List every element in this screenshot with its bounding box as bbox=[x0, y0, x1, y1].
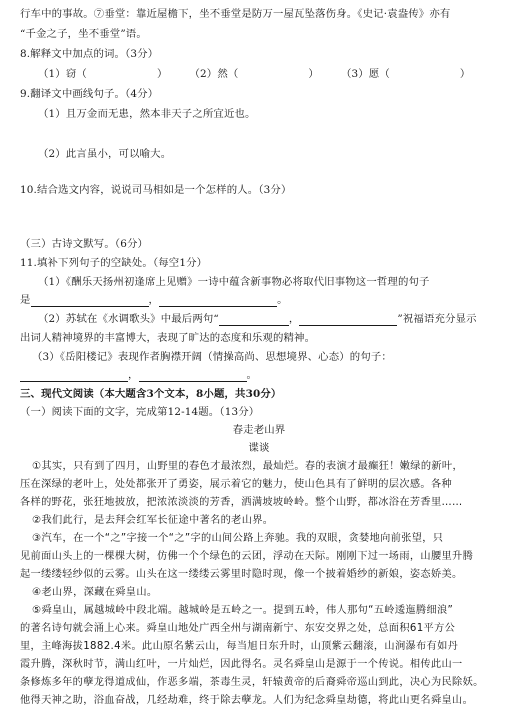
question-8-title: 8.解释文中加点的词。（3分） bbox=[20, 48, 159, 60]
article-line: 见前面山头上的一棵棵大树，仿佛一个个绿色的云团，浮动在天际。刚刚下过一场雨，山腰里升腾 bbox=[20, 551, 474, 562]
question-9-title: 9.翻译文中画线句子。（4分） bbox=[20, 88, 159, 100]
answer-blank[interactable] bbox=[219, 314, 289, 326]
article-author: 谍谈 bbox=[248, 442, 270, 454]
question-9-sentence-2: （2）此言虽小，可以喻大。 bbox=[38, 148, 172, 160]
question-11-line-2a: （2）苏轼在《水调歌头》中最后两句“ ， ”祝福语充分显示 bbox=[38, 313, 477, 325]
article-title: 春走老山界 bbox=[232, 424, 286, 436]
question-9-sentence-1: （1）且万金而无患，然本非天子之所宜近也。 bbox=[38, 108, 256, 120]
article-line: 的著名诗句就会涌上心来。舜皇山地处广西全州与湖南新宁、东安交界之处，总面积61平方公 bbox=[20, 623, 456, 634]
question-11-line-3a: （3）《岳阳楼记》表现作者胸襟开阔（情操高尚、思想境界、心态）的句子： bbox=[32, 351, 392, 363]
article-line: 条修炼多年的孽龙得道成仙，作恶多端，茶毒生灵，轩辕黄帝的后裔舜帝巡山到此，决心为民除妖。 bbox=[20, 677, 484, 688]
text-line: 行车中的事故。⑦垂堂：靠近屋檐下，坐不垂堂是防万一屋瓦坠落伤身。《史记·袁盎传》亦有 bbox=[20, 8, 451, 20]
article-line: 压在深绿的老叶上，处处都张开了勇姿，展示着它的魅力，使山色具有了鲜明的层次感。各种 bbox=[20, 479, 453, 490]
part-3-subheading: （一）阅读下面的文字，完成第12-14题。（13分） bbox=[20, 406, 260, 418]
answer-blank[interactable] bbox=[299, 314, 397, 326]
article-line: 他得天神之助，浴血奋战，几经劫难，终于除去孽龙。人们为纪念舜皇劫德，将此山更名舜皇山。 bbox=[20, 695, 474, 706]
text-line: “千金之子，坐不垂堂”语。 bbox=[20, 28, 147, 40]
article-line: 起一缕缕轻纱似的云雾。山头在这一缕缕云雾里时隐时现，像一个披着婚纱的新娘，姿态娇美。 bbox=[20, 569, 463, 580]
part-3-heading: 三、现代文阅读（本大题含3个文本，8小题，共30分） bbox=[20, 388, 282, 400]
article-line: ⑤舜皇山，属越城岭中段北端。越城岭是五岭之一。提到五岭，伟人那句“五岭逶迤腾细浪” bbox=[32, 605, 454, 616]
answer-blank[interactable] bbox=[159, 295, 277, 307]
article-line: 里，主峰海拔1882.4米。此山原名紫云山，每当旭日东升时，山顶紫云翻滚，山涧瀑布有如丹 bbox=[20, 641, 459, 652]
question-10: 10.结合选文内容，说说司马相如是一个怎样的人。（3分） bbox=[20, 184, 292, 196]
question-8-items: （1）窃（ ） （2）然（ ） （3）愿（ ） bbox=[38, 68, 471, 80]
question-11-line-3b: ， 。 bbox=[20, 368, 257, 382]
article-line: ②我们此行，是去拜会红军长征途中著名的老山界。 bbox=[32, 515, 274, 526]
answer-blank[interactable] bbox=[20, 370, 128, 382]
answer-blank[interactable] bbox=[139, 370, 247, 382]
article-line: ③汽车，在一个“之”字接一个“之”字的山间公路上奔驰。我的双眼，贪婪地向前张望，只 bbox=[32, 533, 444, 544]
section-3-heading: （三）古诗文默写。（6分） bbox=[20, 238, 149, 250]
article-line: ④老山界，深藏在舜皇山。 bbox=[32, 587, 158, 598]
answer-blank[interactable] bbox=[31, 295, 149, 307]
article-line: ①其实，只有到了四月，山野里的春色才最浓烈，最灿烂。春的表演才最癫狂！嫩绿的新叶， bbox=[32, 461, 463, 472]
question-11-title: 11.填补下列句子的空缺处。（每空1分） bbox=[20, 257, 208, 269]
question-11-line-2b: 出词人精神境界的丰富博大，表现了旷达的态度和乐观的精神。 bbox=[20, 332, 316, 344]
article-line: 各样的野花，张狂地披放，把浓浓淡淡的芳香，洒满坡坡岭岭。整个山野，都冰浴在芳香里…… bbox=[20, 497, 463, 508]
question-11-line-1b: 是 ， 。 bbox=[20, 294, 288, 306]
question-11-line-1a: （1）《酬乐天扬州初逢席上见赠》一诗中蕴含新事物必将取代旧事物这一哲理的句子 bbox=[38, 276, 430, 288]
article-line: 霞升腾，深秋时节，满山红叶，一片灿烂，因此得名。灵名舜皇山是源于一个传说。相传此山一 bbox=[20, 659, 463, 670]
